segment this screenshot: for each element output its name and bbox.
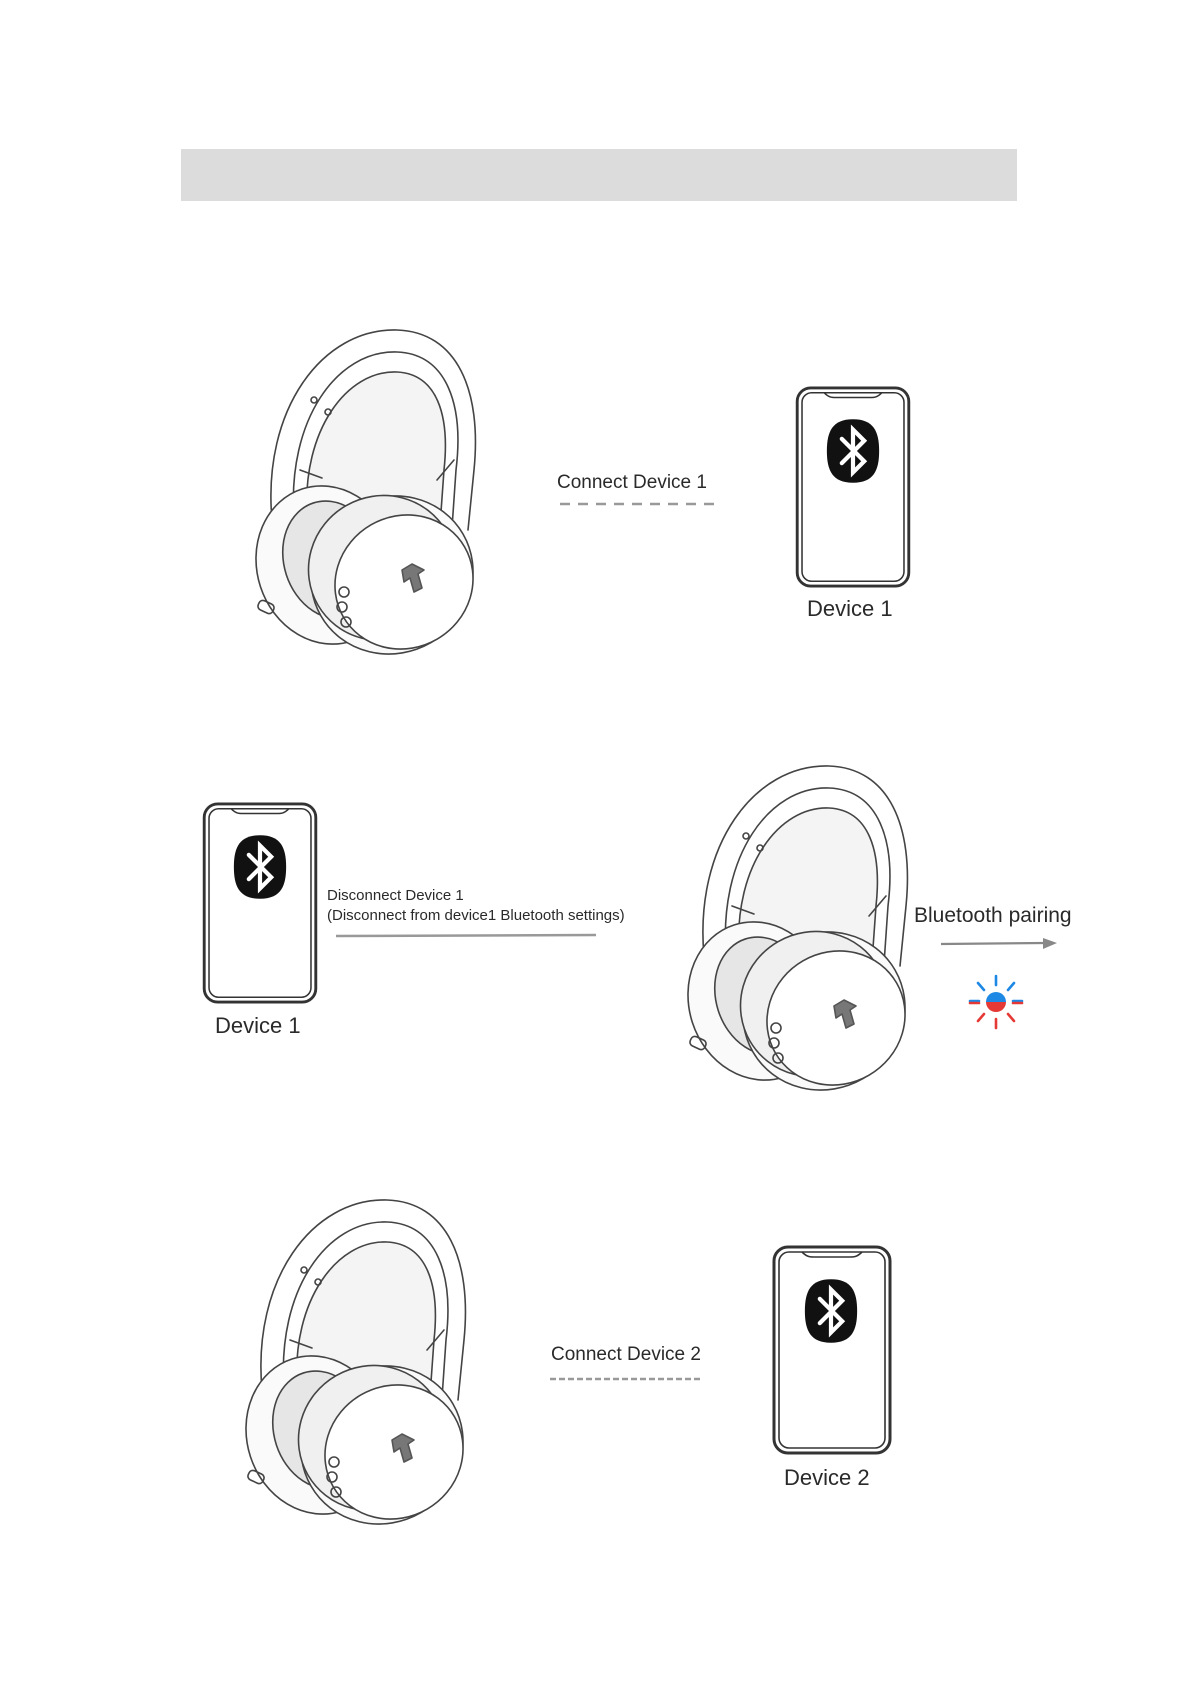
device-2-label: Device 2 (784, 1465, 870, 1490)
connect-device-2-label: Connect Device 2 (551, 1344, 701, 1365)
led-flash-icon (968, 974, 1024, 1030)
bluetooth-icon (232, 834, 288, 900)
section-header-bar (181, 149, 1017, 201)
arrow-right-icon (941, 938, 1057, 950)
device-1-label: Device 1 (215, 1013, 301, 1038)
headphones-illustration (232, 320, 492, 660)
phone-icon (795, 386, 911, 588)
phone-icon (772, 1245, 892, 1455)
dashed-connection-line (550, 1377, 702, 1381)
bluetooth-pairing-label: Bluetooth pairing (914, 904, 1072, 927)
phone-icon (202, 802, 318, 1004)
headphones-illustration (222, 1190, 482, 1530)
device-1-label: Device 1 (807, 596, 893, 621)
dashed-connection-line (560, 502, 716, 506)
headphones-illustration (664, 756, 924, 1096)
bluetooth-icon (825, 418, 881, 484)
disconnect-instruction-line1: Disconnect Device 1 (327, 887, 464, 904)
disconnect-line (336, 934, 596, 938)
disconnect-instruction-line2: (Disconnect from device1 Bluetooth settings) (327, 907, 625, 924)
bluetooth-icon (803, 1278, 859, 1344)
connect-device-1-label: Connect Device 1 (557, 472, 707, 493)
